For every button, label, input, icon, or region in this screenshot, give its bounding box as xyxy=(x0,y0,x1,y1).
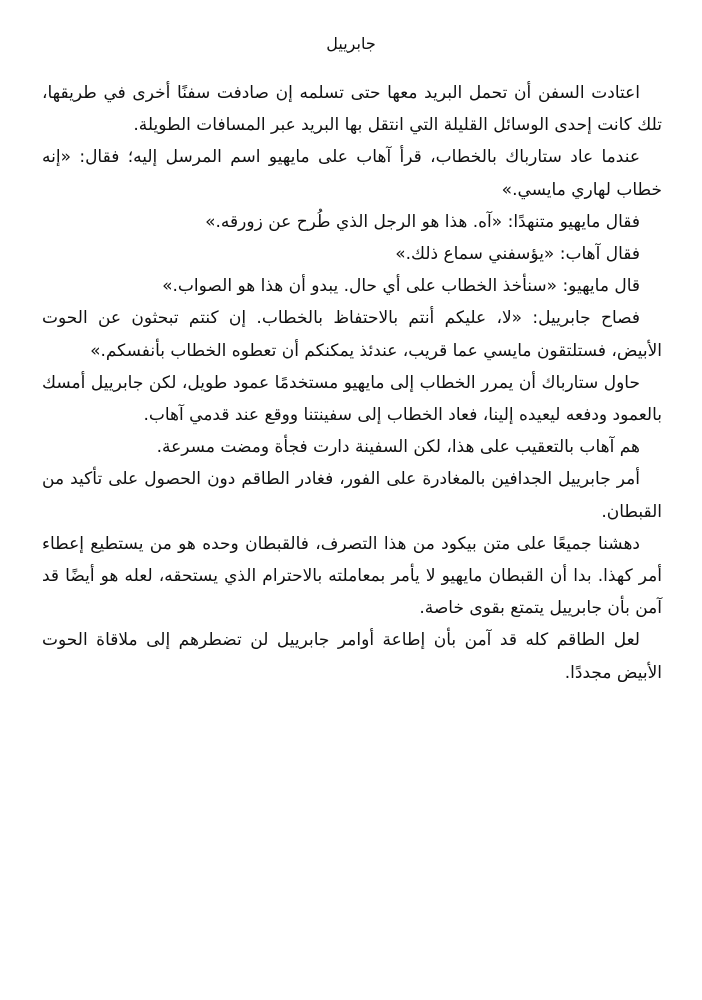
paragraph: فقال مايهيو متنهدًا: «آه. هذا هو الرجل الذي طُرح عن زورقه.» xyxy=(205,211,640,232)
page-header-title: جابرييل xyxy=(326,34,376,53)
paragraph: حاول ستارباك أن يمرر الخطاب إلى مايهيو مستخدمًا عمود طويل، لكن جابرييل أمسك بالعمود ودفعه ليعيده إلينا، فعاد الخطاب إلى سفينتنا ووقع عند قدمي آهاب. xyxy=(42,372,662,426)
paragraph: هم آهاب بالتعقيب على هذا، لكن السفينة دارت فجأة ومضت مسرعة. xyxy=(156,437,640,458)
paragraph: فصاح جابرييل: «لا، عليكم أنتم بالاحتفاظ بالخطاب. إن كنتم تبحثون عن الحوت الأبيض، فستلتقون مايسي عما قريب، عندئذ يمكنكم أن تعطوه الخطاب بأنفسكم.» xyxy=(42,308,662,361)
paragraph: دهشنا جميعًا على متن بيكود من هذا التصرف، فالقبطان وحده هو من يستطيع إعطاء أمر كهذا. بدا أن القبطان مايهيو لا يأمر بمعاملته بالاحترام الذي يستحقه، لعله هو أيضًا قد آمن بأن جابرييل يتمتع بقوى خاصة. xyxy=(42,533,662,619)
paragraph: فقال آهاب: «يؤسفني سماع ذلك.» xyxy=(395,244,640,265)
paragraph: عندما عاد ستارباك بالخطاب، قرأ آهاب على مايهيو اسم المرسل إليه؛ فقال: «إنه خطاب لهاري مايسي.» xyxy=(42,147,662,200)
document-body xyxy=(42,77,662,689)
paragraph: لعل الطاقم كله قد آمن بأن إطاعة أوامر جابرييل لن تضطرهم إلى ملاقاة الحوت الأبيض مجددًا. xyxy=(42,630,662,683)
paragraph: قال مايهيو: «سنأخذ الخطاب على أي حال. يبدو أن هذا هو الصواب.» xyxy=(162,276,640,297)
paragraph: اعتادت السفن أن تحمل البريد معها حتى تسلمه إن صادفت سفنًا أخرى في طريقها، تلك كانت إحدى الوسائل القليلة التي انتقل بها البريد عبر المسافات الطويلة. xyxy=(42,83,662,136)
paragraph: أمر جابرييل الجدافين بالمغادرة على الفور، فغادر الطاقم دون الحصول على تأكيد من القبطان. xyxy=(42,469,662,522)
